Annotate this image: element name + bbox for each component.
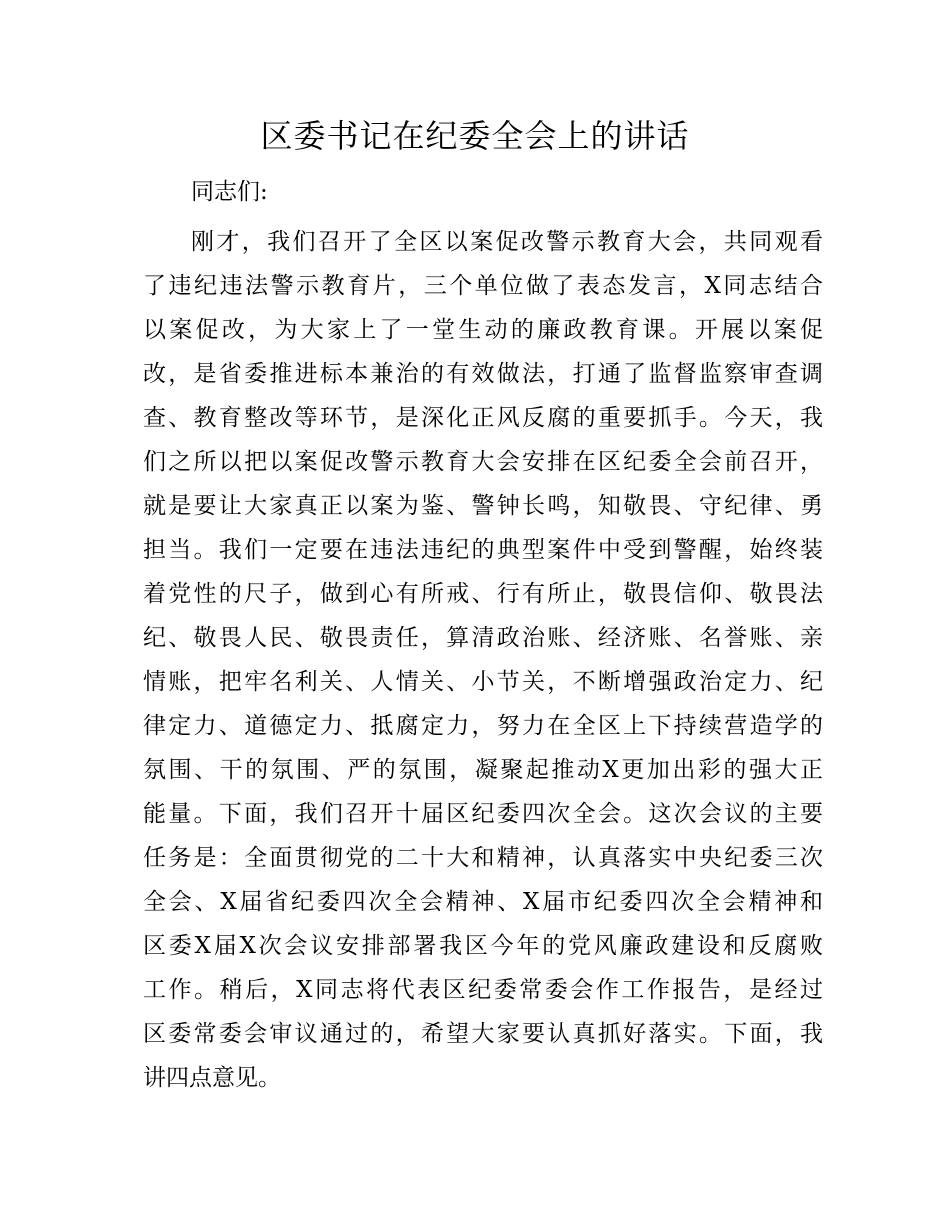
paragraph-line: 了违纪违法警示教育片，三个单位做了表态发言，X同志结合 [143,273,823,299]
paragraph-line: 着党性的尺子，做到心有所戒、行有所止，敬畏信仰、敬畏法 [143,581,823,607]
paragraph-line: 全会、X届省纪委四次全会精神、X届市纪委四次全会精神和 [143,889,823,915]
paragraph-line: 情账，把牢名利关、人情关、小节关，不断增强政治定力、纪 [143,669,823,695]
paragraph-line: 以案促改，为大家上了一堂生动的廉政教育课。开展以案促 [143,317,823,343]
paragraph-line: 改，是省委推进标本兼治的有效做法，打通了监督监察审查调 [143,361,823,387]
paragraph-line: 任务是：全面贯彻党的二十大和精神，认真落实中央纪委三次 [143,845,823,871]
paragraph-line: 就是要让大家真正以案为鉴、警钟长鸣，知敬畏、守纪律、勇 [143,493,823,519]
document-title: 区委书记在纪委全会上的讲话 [260,117,690,155]
paragraph-line: 区委常委会审议通过的，希望大家要认真抓好落实。下面，我 [143,1021,823,1047]
paragraph-line: 纪、敬畏人民、敬畏责任，算清政治账、经济账、名誉账、亲 [143,625,823,651]
paragraph-line: 律定力、道德定力、抵腐定力，努力在全区上下持续营造学的 [143,713,823,739]
paragraph-line: 们之所以把以案促改警示教育大会安排在区纪委全会前召开， [143,449,823,475]
paragraph-line: 查、教育整改等环节，是深化正风反腐的重要抓手。今天，我 [143,405,823,431]
paragraph-line: 刚才，我们召开了全区以案促改警示教育大会，共同观看 [191,229,823,255]
paragraph-line: 能量。下面，我们召开十届区纪委四次全会。这次会议的主要 [143,801,823,827]
greeting: 同志们: [191,179,268,205]
paragraph-line: 氛围、干的氛围、严的氛围，凝聚起推动X更加出彩的强大正 [143,757,823,783]
paragraph-line: 区委X届X次会议安排部署我区今年的党风廉政建设和反腐败 [143,933,823,959]
paragraph-line: 工作。稍后，X同志将代表区纪委常委会作工作报告，是经过 [143,977,823,1003]
paragraph-line: 担当。我们一定要在违法违纪的典型案件中受到警醒，始终装 [143,537,823,563]
paragraph-line: 讲四点意见。 [143,1065,281,1091]
